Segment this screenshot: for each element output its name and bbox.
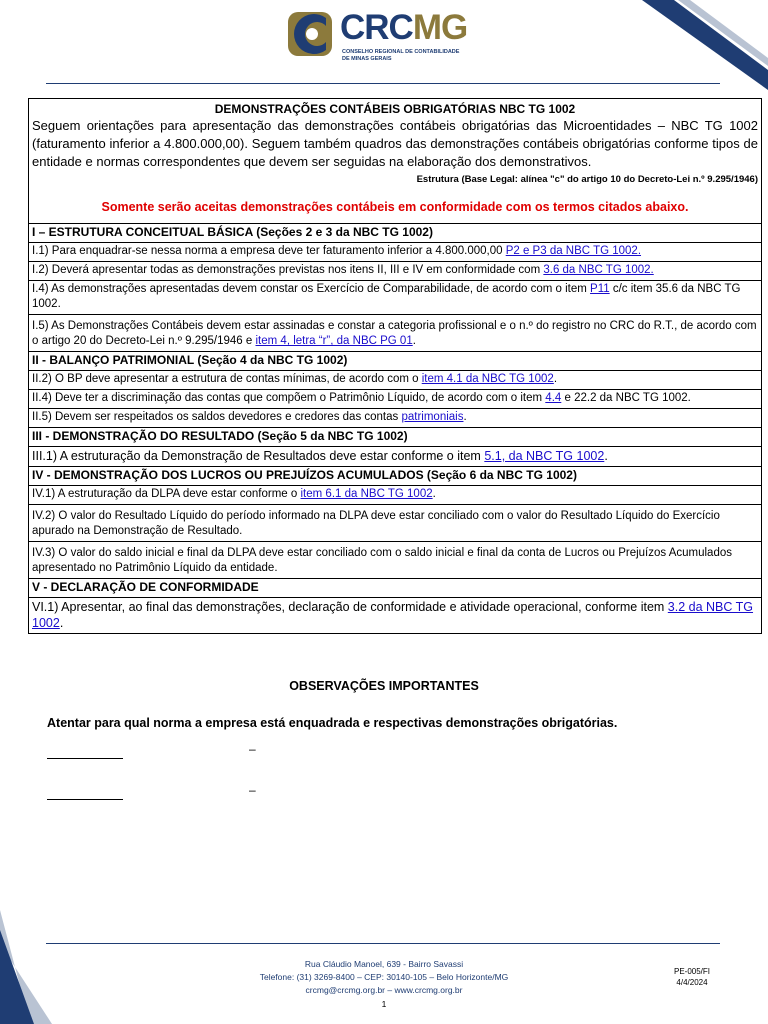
item-iv1: [29, 485, 761, 504]
item-iii1: [29, 446, 761, 466]
section-header-i: I – ESTRUTURA CONCEITUAL BÁSICA (Seções 2 e 3 da NBC TG 1002): [29, 223, 761, 242]
item-ii5: [29, 408, 761, 427]
logo-subtitle-line-2: DE MINAS GERAIS: [342, 56, 392, 62]
link-p2-p3[interactable]: P2 e P3 da NBC TG 1002.: [505, 245, 642, 257]
link-6-1[interactable]: item 6.1 da NBC TG 1002: [300, 488, 433, 500]
item-ii2: [29, 370, 761, 389]
footer-divider: [46, 943, 720, 944]
document-title: DEMONSTRAÇÕES CONTÁBEIS OBRIGATÓRIAS NBC TG 1002: [214, 102, 576, 116]
intro-block: [29, 99, 761, 223]
item-i1-text: I.1) Para enquadrar-se nessa norma a empresa deve ter faturamento inferior a 4.800.000,00: [32, 245, 506, 257]
document-code: [662, 966, 722, 988]
logo-wordmark: [340, 8, 467, 48]
item-ii5-text: II.5) Devem ser respeitados os saldos devedores e credores das contas: [32, 411, 402, 423]
footer-address: Rua Cláudio Manoel, 639 - Bairro Savassi: [304, 959, 464, 969]
document-date: 4/4/2024: [676, 978, 708, 987]
link-patrimoniais[interactable]: patrimoniais: [401, 411, 464, 423]
item-ii4-text: II.4) Deve ter a discriminação das contas que compõem o Patrimônio Líquido, de acordo com o item: [32, 392, 546, 404]
item-i2-text: I.2) Deverá apresentar todas as demonstrações previstas nos itens II, III e IV em conformidade com: [32, 264, 544, 276]
item-iv1-end: .: [432, 488, 436, 500]
logo-subtitle-line-1: CONSELHO REGIONAL DE CONTABILIDADE: [342, 49, 460, 55]
signature-line-1: [47, 758, 123, 759]
section-header-ii: II - BALANÇO PATRIMONIAL (Seção 4 da NBC TG 1002): [29, 351, 761, 370]
item-i5-text: I.5) As Demonstrações Contábeis devem estar assinadas e constar a categoria profissional e o n.º do registro no CRC do R.T., de acordo com o artigo 20 do Decreto-Lei n.º 9.295/1946 e: [32, 320, 757, 347]
footer-web: crcmg@crcmg.org.br – www.crcmg.org.br: [305, 985, 463, 995]
item-iv2: IV.2) O valor do Resultado Líquido do período informado na DLPA deve estar conciliado com o valor do Resultado Líquido do Exercício apurado na Demonstração de Resultado.: [29, 504, 761, 541]
item-ii2-end: .: [553, 373, 558, 385]
item-vi1-end: .: [59, 616, 64, 630]
intro-paragraph: Seguem orientações para apresentação das demonstrações contábeis obrigatórias das Microentidades – NBC TG 1002 (faturamento inferior a 4.800.000,00). Seguem também quadros das demonstrações contábeis obrigatórias conforme tipos de entidade e normas correspondentes que devem ser seguidas na elaboração dos demonstrativos.: [32, 118, 758, 169]
link-3-6[interactable]: 3.6 da NBC TG 1002.: [543, 264, 654, 276]
observations-title: OBSERVAÇÕES IMPORTANTES: [289, 679, 479, 693]
crcmg-logo: [286, 6, 486, 68]
section-header-iv: IV - DEMONSTRAÇÃO DOS LUCROS OU PREJUÍZOS ACUMULADOS (Seção 6 da NBC TG 1002): [29, 466, 761, 485]
logo-mg: MG: [412, 8, 468, 47]
top-right-corner-decoration: [628, 0, 768, 90]
section-header-iii: III - DEMONSTRAÇÃO DO RESULTADO (Seção 5 da NBC TG 1002): [29, 427, 761, 446]
item-i4-text: I.4) As demonstrações apresentadas devem constar os Exercício de Comparabilidade, de acordo com o item: [32, 283, 591, 295]
item-iv1-text: IV.1) A estruturação da DLPA deve estar conforme o: [32, 488, 301, 500]
item-ii5-end: .: [463, 411, 467, 423]
link-4-4[interactable]: 4.4: [545, 392, 562, 404]
requirements-table: [28, 98, 762, 634]
document-code-id: PE-005/FI: [673, 967, 710, 976]
link-5-1[interactable]: 5.1, da NBC TG 1002: [484, 449, 605, 463]
logo-crc: CRC: [340, 8, 413, 47]
item-iii1-text: III.1) A estruturação da Demonstração de Resultados deve estar conforme o item: [32, 449, 485, 463]
page-number: 1: [381, 999, 387, 1009]
header-divider: [46, 83, 720, 84]
item-i5-end: .: [412, 335, 416, 347]
logo-subtitle: [342, 49, 492, 63]
dash-1: –: [249, 742, 256, 756]
bottom-left-corner-decoration: [0, 904, 60, 1024]
warning-notice: Somente serão aceitas demonstrações contábeis em conformidade com os termos citados abaixo.: [101, 200, 689, 214]
item-vi1: [29, 597, 761, 634]
signature-line-2: [47, 799, 123, 800]
item-i1: [29, 242, 761, 261]
item-i4-text-end: c/c item 35.6 da NBC TG 1002.: [32, 283, 741, 310]
item-i2: [29, 261, 761, 280]
item-ii4-text-end: e 22.2 da NBC TG 1002.: [561, 392, 691, 404]
crcmg-emblem-icon: [286, 8, 338, 60]
item-vi1-text: VI.1) Apresentar, ao final das demonstrações, declaração de conformidade e atividade operacional, conforme item: [32, 600, 668, 614]
observations-text: Atentar para qual norma a empresa está enquadrada e respectivas demonstrações obrigatórias.: [47, 716, 618, 730]
item-i5: [29, 314, 761, 351]
footer-phone: Telefone: (31) 3269-8400 – CEP: 30140-105 – Belo Horizonte/MG: [259, 972, 509, 982]
item-i4: [29, 280, 761, 314]
item-ii2-text: II.2) O BP deve apresentar a estrutura de contas mínimas, de acordo com o: [32, 373, 422, 385]
item-iv3: IV.3) O valor do saldo inicial e final da DLPA deve estar conciliado com o saldo inicial e final da conta de Lucros ou Prejuízos Acumulados apresentado no Patrimônio Líquido da entidade.: [29, 541, 761, 578]
dash-2: –: [249, 783, 256, 797]
link-3-2[interactable]: 3.2 da NBC TG 1002: [32, 600, 754, 630]
item-iii1-end: .: [604, 449, 608, 463]
link-4-1[interactable]: item 4.1 da NBC TG 1002: [421, 373, 554, 385]
legal-basis: Estrutura (Base Legal: alínea "c" do artigo 10 do Decreto-Lei n.º 9.295/1946): [416, 174, 758, 185]
section-header-v: V - DECLARAÇÃO DE CONFORMIDADE: [29, 578, 761, 597]
link-item-4-pg01[interactable]: item 4, letra “r”, da NBC PG 01: [255, 335, 413, 347]
item-ii4: [29, 389, 761, 408]
link-p11[interactable]: P11: [590, 283, 610, 295]
footer: [200, 958, 568, 1011]
